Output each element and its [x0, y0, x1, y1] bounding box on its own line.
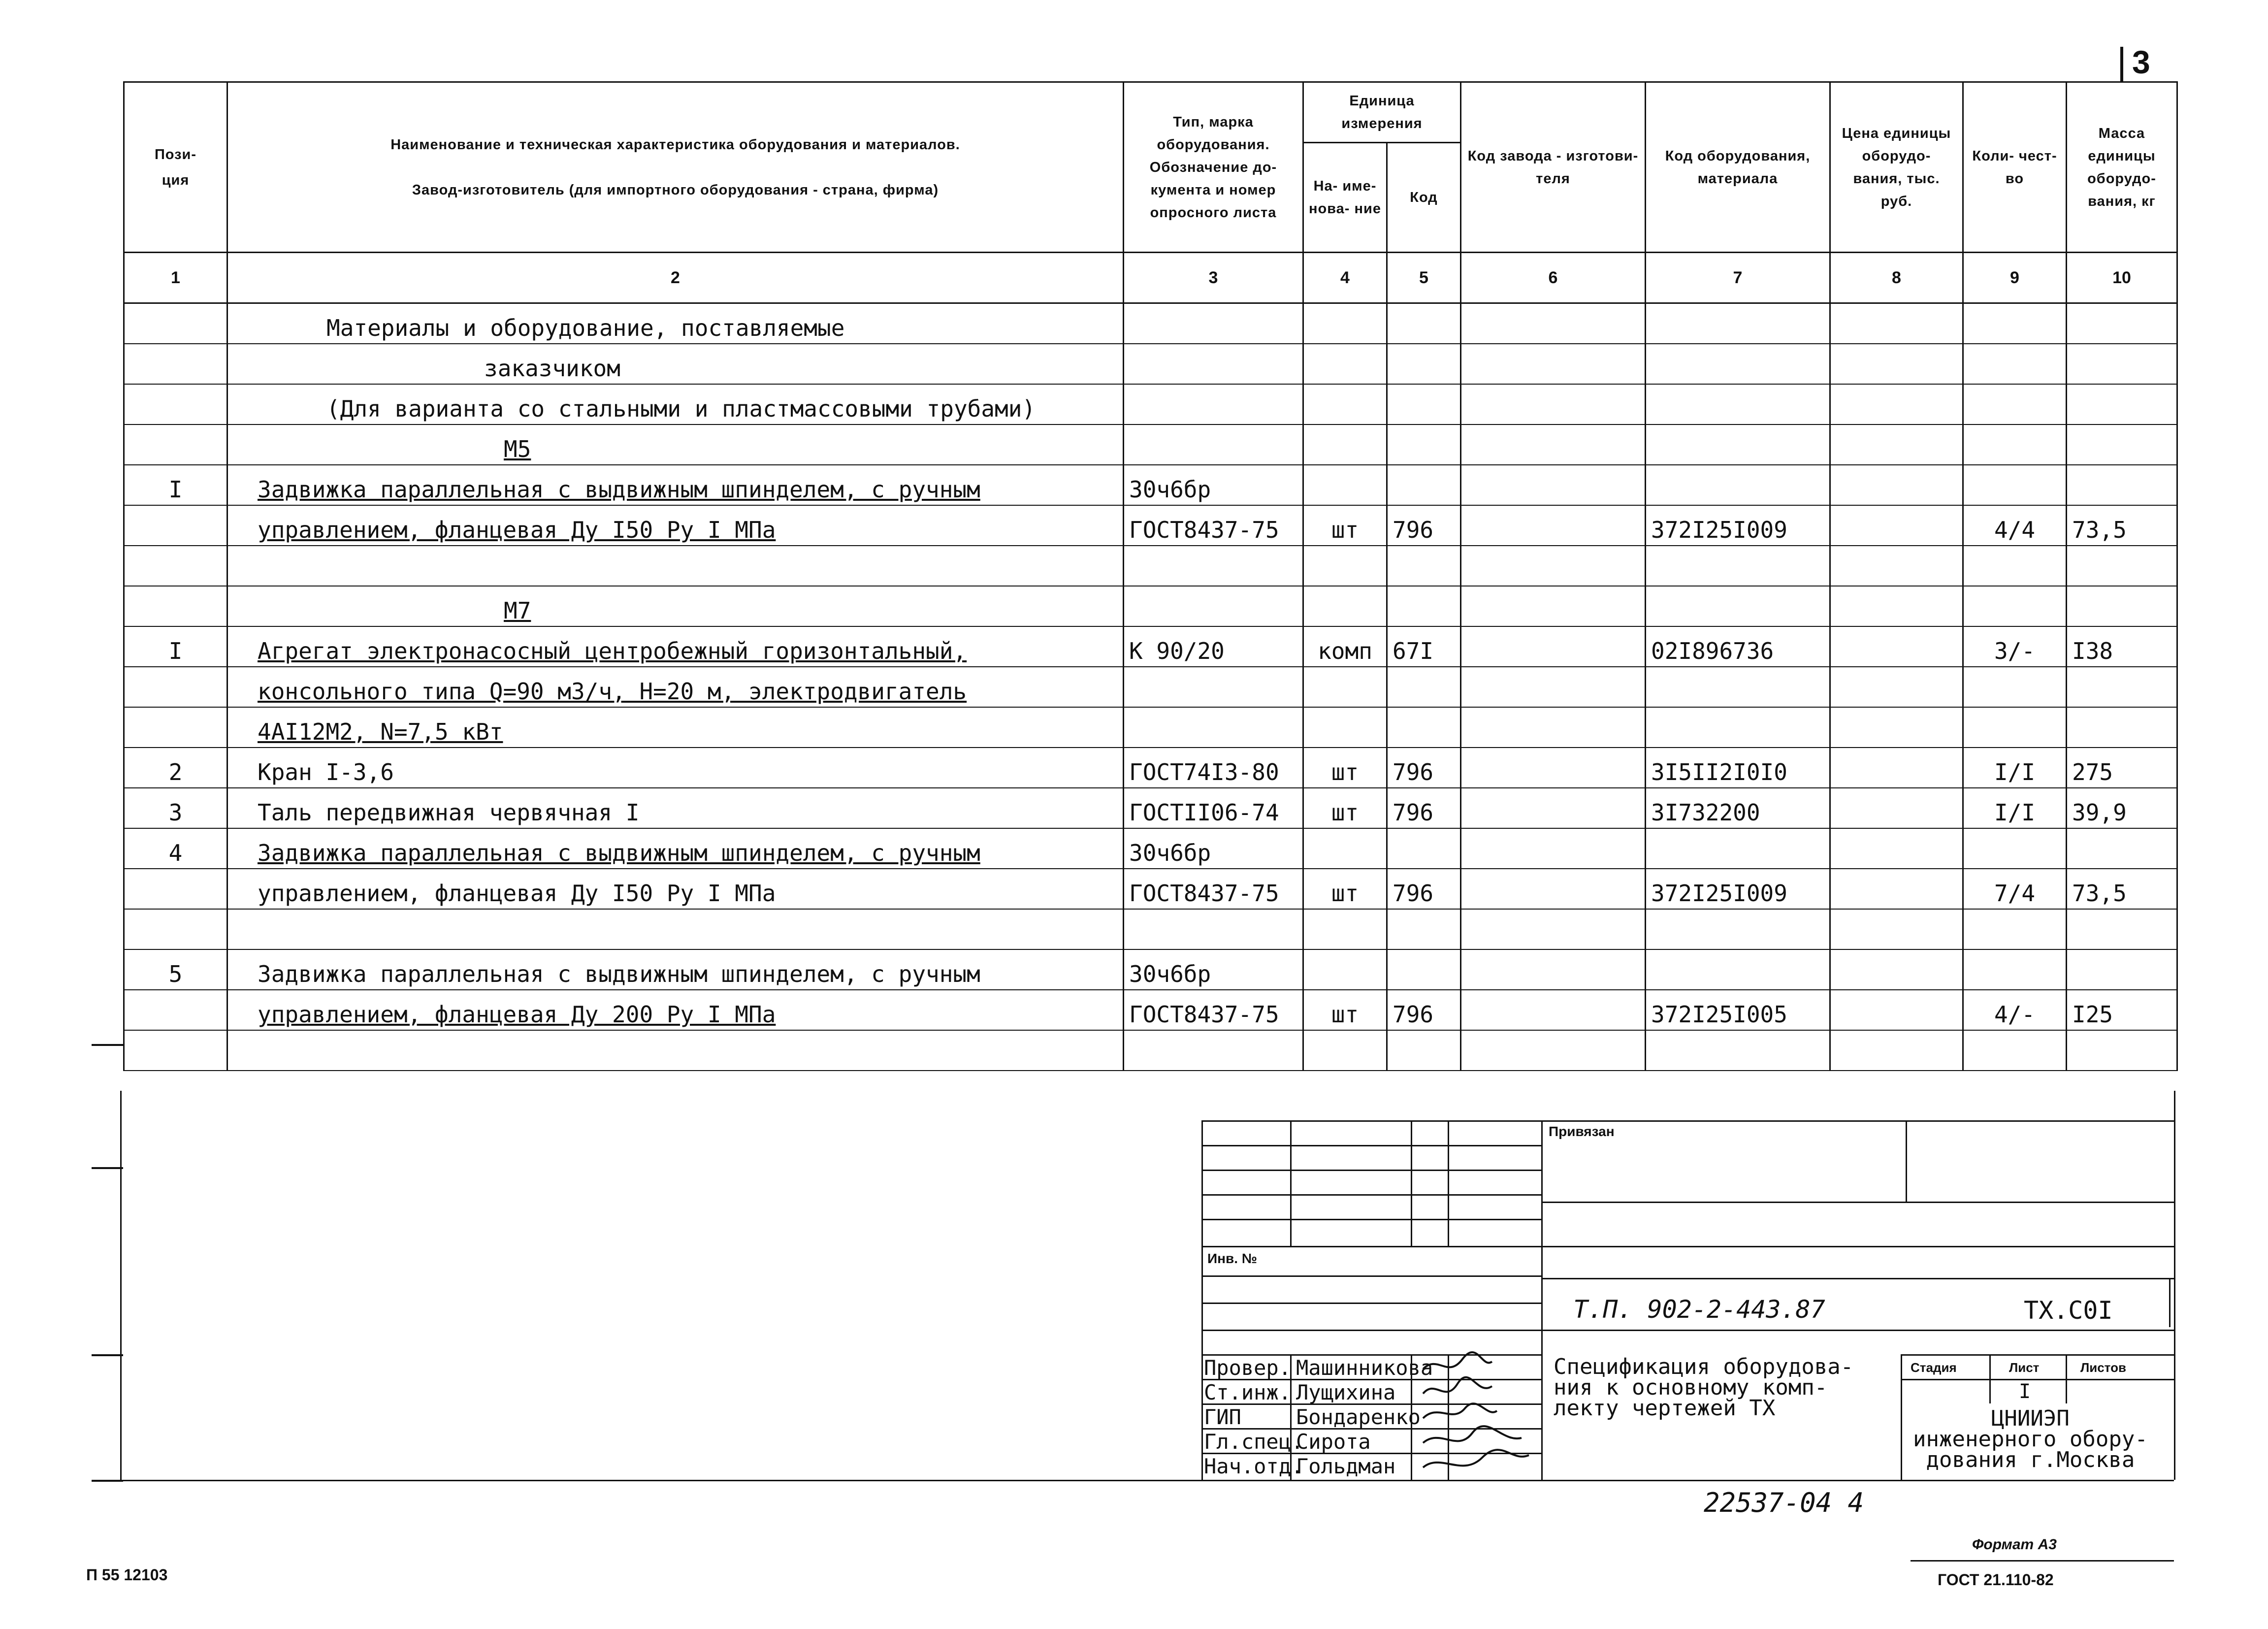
- cell-name: управлением, фланцевая Ду 200 Ру I МПа: [227, 990, 1124, 1030]
- cell-eq-code: [1646, 707, 1830, 748]
- frame-right: [2174, 1091, 2175, 1480]
- signature-name: Лущихина: [1296, 1380, 1396, 1404]
- cell-unit: [1303, 828, 1387, 869]
- cell-eq-code: 3I5II2I0I0: [1646, 748, 1830, 788]
- col-number: 3: [1124, 253, 1303, 303]
- document-number: Т.П. 902-2-443.87: [1573, 1295, 1825, 1324]
- cell-eq-code: [1646, 828, 1830, 869]
- table-row: [124, 949, 2177, 990]
- cell-price: [1830, 788, 1963, 828]
- cell-unit: [1303, 707, 1387, 748]
- cell-mass: [2067, 667, 2177, 707]
- table-row: [124, 667, 2177, 707]
- header-name: [227, 82, 1124, 253]
- cell-plant: [1461, 505, 1646, 546]
- table-row: [124, 505, 2177, 546]
- mark-m5: М5: [227, 424, 1124, 465]
- document-description: Спецификация оборудова- ния к основному комп- лекту чертежей ТХ: [1554, 1354, 1854, 1421]
- cell-code: 796: [1387, 788, 1461, 828]
- cell-eq-code: [1646, 949, 1830, 990]
- cell-qty: [1963, 828, 2067, 869]
- cell-name: 4АI12М2, N=7,5 кВт: [227, 707, 1124, 748]
- tb-line: [1541, 1330, 2174, 1331]
- organization-name: ЦНИИЭП инженерного обору- дования г.Москва: [1913, 1406, 2148, 1472]
- cell-pos: 4: [124, 828, 227, 869]
- privyazan-label: Привязан: [1549, 1124, 1615, 1139]
- tb-line: [1201, 1194, 1541, 1196]
- tb-line: [1411, 1120, 1412, 1246]
- cell-type: К 90/20: [1124, 626, 1303, 667]
- cell-plant: [1461, 667, 1646, 707]
- cell-unit: шт: [1303, 788, 1387, 828]
- cell-unit: [1303, 667, 1387, 707]
- cell-eq-code: [1646, 465, 1830, 505]
- col-number: 9: [1963, 253, 2067, 303]
- table-row: [124, 869, 2177, 909]
- cell-pos: [124, 869, 227, 909]
- col-number: 8: [1830, 253, 1963, 303]
- cell-name: Задвижка параллельная с выдвижным шпинделем, с ручным: [227, 828, 1124, 869]
- document-code: ТХ.С0I: [2024, 1296, 2113, 1325]
- cell-plant: [1461, 869, 1646, 909]
- signature-name: Машинникова: [1296, 1356, 1433, 1380]
- cell-pos: [124, 667, 227, 707]
- signature-role: Гл.спец.: [1204, 1430, 1304, 1454]
- tb-line: [1290, 1120, 1292, 1246]
- table-row: [124, 626, 2177, 667]
- tb-line: [1201, 1170, 1541, 1171]
- cell-plant: [1461, 949, 1646, 990]
- col-number: 1: [124, 253, 227, 303]
- tb-line: [2169, 1278, 2171, 1327]
- cell-unit: [1303, 949, 1387, 990]
- gost-reference: ГОСТ 21.110-82: [1938, 1571, 2054, 1589]
- tb-line: [1448, 1120, 1449, 1246]
- signature-role: ГИП: [1204, 1405, 1241, 1429]
- header-equipment-code: Код оборудования, материала: [1646, 82, 1830, 253]
- cell-mass: 73,5: [2067, 505, 2177, 546]
- cell-price: [1830, 465, 1963, 505]
- sheet-label: Лист: [2009, 1360, 2040, 1375]
- cell-code: 796: [1387, 505, 1461, 546]
- margin-tick: [92, 1167, 123, 1169]
- col-number: 7: [1646, 253, 1830, 303]
- cell-type: ГОСТ8437-75: [1124, 990, 1303, 1030]
- col-number: 5: [1387, 253, 1461, 303]
- section-title-line1: Материалы и оборудование, поставляемые: [227, 303, 1124, 344]
- cell-mass: I38: [2067, 626, 2177, 667]
- cell-name: управлением, фланцевая Ду I50 Ру I МПа: [227, 505, 1124, 546]
- tb-line: [1201, 1246, 2174, 1247]
- cell-qty: 7/4: [1963, 869, 2067, 909]
- cell-name: консольного типа Q=90 м3/ч, Н=20 м, электродвигатель: [227, 667, 1124, 707]
- cell-name: Задвижка параллельная с выдвижным шпинделем, с ручным: [227, 949, 1124, 990]
- table-row: [124, 990, 2177, 1030]
- header-unit-name: На- име- нова- ние: [1303, 143, 1387, 253]
- cell-unit: [1303, 465, 1387, 505]
- inventory-number-label: Инв. №: [1207, 1251, 1258, 1266]
- table-row: [124, 465, 2177, 505]
- tb-line: [1541, 1202, 2174, 1203]
- cell-pos: I: [124, 626, 227, 667]
- cell-price: [1830, 626, 1963, 667]
- signature-name: Бондаренко: [1296, 1405, 1421, 1429]
- tb-line: [1541, 1120, 1543, 1480]
- specification-table: [123, 81, 2178, 1071]
- cell-unit: шт: [1303, 505, 1387, 546]
- cell-code: 796: [1387, 990, 1461, 1030]
- table-row: [124, 748, 2177, 788]
- cell-qty: 4/4: [1963, 505, 2067, 546]
- margin-tick: [92, 1044, 123, 1046]
- cell-price: [1830, 748, 1963, 788]
- cell-pos: 2: [124, 748, 227, 788]
- cell-price: [1830, 667, 1963, 707]
- cell-mass: 275: [2067, 748, 2177, 788]
- tb-line: [92, 1480, 2174, 1481]
- header-type: Тип, марка оборудования. Обозначение до- кумента и номер опросного листа: [1124, 82, 1303, 253]
- cell-mass: [2067, 949, 2177, 990]
- cell-price: [1830, 828, 1963, 869]
- header-mass: Масса единицы оборудо- вания, кг: [2067, 82, 2177, 253]
- cell-name: Агрегат электронасосный центробежный горизонтальный,: [227, 626, 1124, 667]
- cell-qty: I/I: [1963, 788, 2067, 828]
- cell-pos: 5: [124, 949, 227, 990]
- table-row: [124, 828, 2177, 869]
- cell-mass: [2067, 707, 2177, 748]
- sheet-value: I: [2019, 1380, 2031, 1403]
- cell-unit: комп: [1303, 626, 1387, 667]
- tb-line: [1901, 1354, 1902, 1480]
- cell-qty: [1963, 465, 2067, 505]
- footer-line: [1911, 1560, 2174, 1562]
- signature-role: Ст.инж.: [1204, 1380, 1292, 1404]
- cell-name: управлением, фланцевая Ду I50 Ру I МПа: [227, 869, 1124, 909]
- cell-code: [1387, 465, 1461, 505]
- col-number: 10: [2067, 253, 2177, 303]
- format-label: Формат А3: [1972, 1536, 2057, 1553]
- tb-line: [2066, 1354, 2067, 1403]
- cell-name: Таль передвижная червячная I: [227, 788, 1124, 828]
- cell-unit: шт: [1303, 990, 1387, 1030]
- cell-unit: шт: [1303, 869, 1387, 909]
- cell-code: [1387, 949, 1461, 990]
- sheet-number: 3: [2132, 44, 2150, 80]
- section-title-line3: (Для варианта со стальными и пластмассовыми трубами): [227, 384, 1124, 424]
- stamp-code: П 55 12103: [86, 1566, 168, 1584]
- col-number: 6: [1461, 253, 1646, 303]
- tb-line: [1901, 1379, 2174, 1380]
- cell-price: [1830, 949, 1963, 990]
- cell-plant: [1461, 626, 1646, 667]
- cell-price: [1830, 707, 1963, 748]
- cell-price: [1830, 990, 1963, 1030]
- header-unit: Единица измерения: [1303, 82, 1461, 143]
- signature-name: Сирота: [1296, 1430, 1371, 1454]
- cell-mass: 73,5: [2067, 869, 2177, 909]
- archive-number: 22537-04 4: [1704, 1487, 1864, 1518]
- col-number: 4: [1303, 253, 1387, 303]
- cell-eq-code: 3I732200: [1646, 788, 1830, 828]
- tb-line: [1901, 1354, 2174, 1356]
- tb-line: [1989, 1354, 1991, 1403]
- cell-code: 67I: [1387, 626, 1461, 667]
- cell-type: [1124, 667, 1303, 707]
- tb-line: [1201, 1145, 1541, 1146]
- cell-type: 30ч6бр: [1124, 828, 1303, 869]
- cell-qty: 3/-: [1963, 626, 2067, 667]
- cell-type: 30ч6бр: [1124, 465, 1303, 505]
- frame-left: [120, 1091, 122, 1480]
- cell-qty: [1963, 949, 2067, 990]
- table-row: [124, 707, 2177, 748]
- cell-pos: 3: [124, 788, 227, 828]
- sheet-number-bar: [2120, 47, 2123, 81]
- cell-qty: I/I: [1963, 748, 2067, 788]
- header-plant-code: Код завода - изготови- теля: [1461, 82, 1646, 253]
- cell-unit: шт: [1303, 748, 1387, 788]
- cell-pos: [124, 707, 227, 748]
- tb-line: [1201, 1275, 1541, 1277]
- cell-type: ГОСТ8437-75: [1124, 869, 1303, 909]
- cell-type: 30ч6бр: [1124, 949, 1303, 990]
- sheets-label: Листов: [2080, 1360, 2126, 1375]
- tb-line: [1201, 1219, 1541, 1220]
- stage-label: Стадия: [1911, 1360, 1957, 1375]
- header-quantity: Коли- чест- во: [1963, 82, 2067, 253]
- cell-plant: [1461, 465, 1646, 505]
- cell-mass: I25: [2067, 990, 2177, 1030]
- cell-plant: [1461, 828, 1646, 869]
- cell-price: [1830, 869, 1963, 909]
- cell-qty: 4/-: [1963, 990, 2067, 1030]
- cell-code: [1387, 828, 1461, 869]
- cell-name: Кран I-3,6: [227, 748, 1124, 788]
- cell-mass: [2067, 465, 2177, 505]
- cell-plant: [1461, 788, 1646, 828]
- header-price: Цена единицы оборудо- вания, тыс. руб.: [1830, 82, 1963, 253]
- cell-code: [1387, 667, 1461, 707]
- tb-line: [1201, 1330, 1541, 1331]
- handwritten-signatures: [1418, 1349, 1531, 1482]
- cell-code: 796: [1387, 748, 1461, 788]
- tb-line: [1201, 1303, 1541, 1304]
- margin-tick: [92, 1354, 123, 1356]
- cell-eq-code: 372I25I005: [1646, 990, 1830, 1030]
- cell-type: ГОСТII06-74: [1124, 788, 1303, 828]
- cell-pos: [124, 505, 227, 546]
- header-name-line1: Наименование и техническая характеристика оборудования и материалов.: [390, 136, 960, 153]
- cell-eq-code: 372I25I009: [1646, 505, 1830, 546]
- col-number: 2: [227, 253, 1124, 303]
- cell-pos: [124, 990, 227, 1030]
- cell-eq-code: 372I25I009: [1646, 869, 1830, 909]
- table-row: [124, 788, 2177, 828]
- tb-line: [1541, 1278, 2174, 1279]
- signature-role: Провер.: [1204, 1356, 1292, 1380]
- cell-pos: I: [124, 465, 227, 505]
- cell-name: Задвижка параллельная с выдвижным шпинделем, с ручным: [227, 465, 1124, 505]
- cell-qty: [1963, 667, 2067, 707]
- cell-type: [1124, 707, 1303, 748]
- cell-eq-code: [1646, 667, 1830, 707]
- cell-plant: [1461, 748, 1646, 788]
- tb-line: [1201, 1120, 2174, 1122]
- header-name-line2: Завод-изготовитель (для импортного оборудования - страна, фирма): [412, 182, 939, 198]
- tb-line: [1906, 1120, 1907, 1202]
- cell-plant: [1461, 990, 1646, 1030]
- cell-type: ГОСТ74I3-80: [1124, 748, 1303, 788]
- section-title-line2: заказчиком: [227, 344, 1124, 384]
- signature-role: Нач.отд.: [1204, 1454, 1304, 1478]
- cell-mass: [2067, 828, 2177, 869]
- cell-price: [1830, 505, 1963, 546]
- header-position: Пози- ция: [124, 82, 227, 253]
- cell-code: [1387, 707, 1461, 748]
- cell-eq-code: 02I896736: [1646, 626, 1830, 667]
- cell-mass: 39,9: [2067, 788, 2177, 828]
- cell-code: 796: [1387, 869, 1461, 909]
- mark-m7: М7: [227, 586, 1124, 626]
- cell-plant: [1461, 707, 1646, 748]
- cell-type: ГОСТ8437-75: [1124, 505, 1303, 546]
- tb-line: [1201, 1120, 1203, 1480]
- header-unit-code: Код: [1387, 143, 1461, 253]
- signature-name: Гольдман: [1296, 1454, 1396, 1478]
- cell-qty: [1963, 707, 2067, 748]
